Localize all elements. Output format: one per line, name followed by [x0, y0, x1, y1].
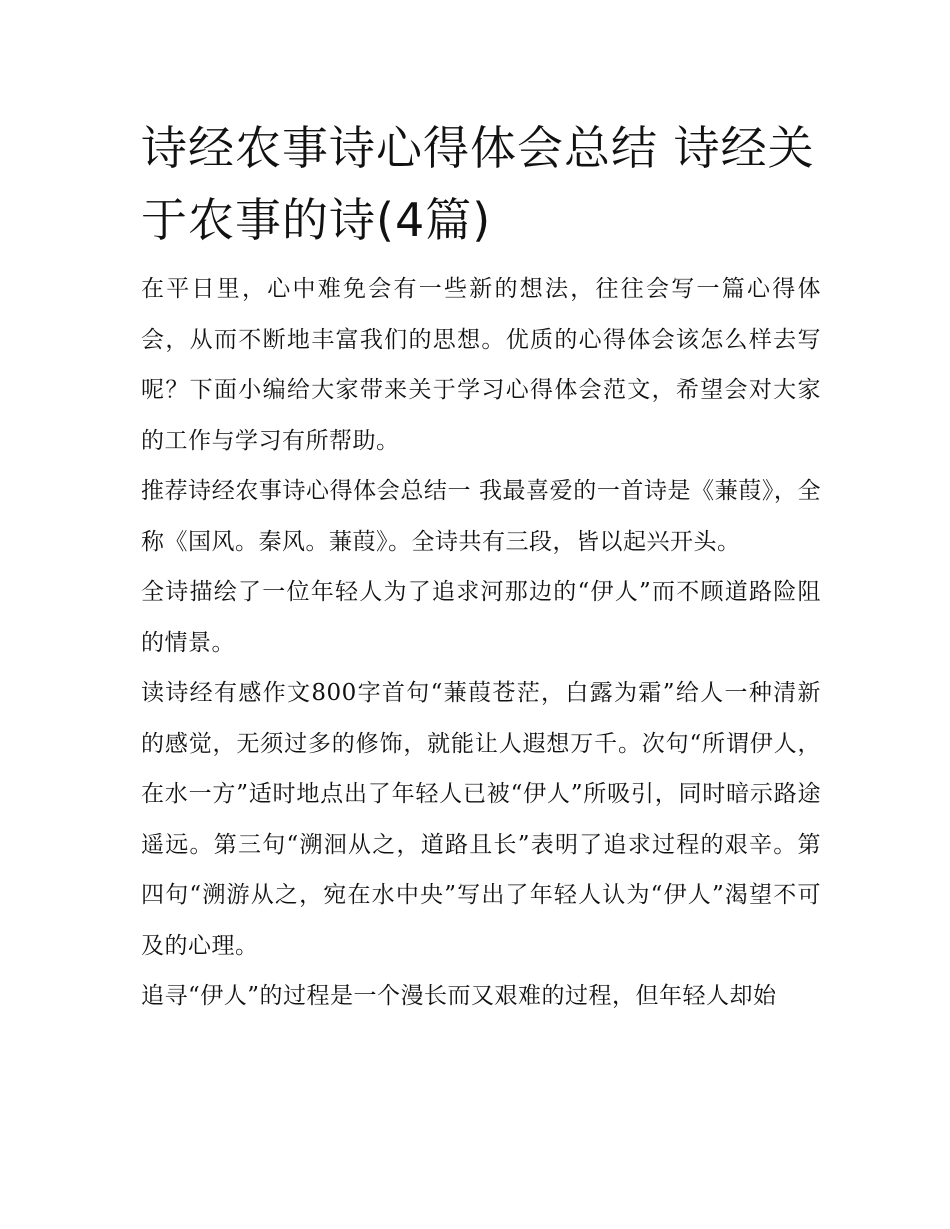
- document-title: 诗经农事诗心得体会总结 诗经关于农事的诗(4篇): [141, 121, 815, 247]
- paragraph-pursuit: 追寻“伊人”的过程是一个漫长而又艰难的过程，但年轻人却始: [141, 983, 777, 1009]
- paragraph-analysis: 读诗经有感作文800字首句“蒹葭苍茫，白露为霜”给人一种清新的感觉，无须过多的修饰，就能让人遐想万千。次句“所谓伊人，在水一方”适时地点出了年轻人已被“伊人”所吸引，同时暗示路途遥远。第三句“溯洄从之，道路且长”表明了追求过程的艰辛。第四句“溯游从之，宛在水中央”写出了年轻人认为“伊人”渴望不可及的心理。: [141, 680, 821, 959]
- paragraph-intro: 在平日里，心中难免会有一些新的想法，往往会写一篇心得体会，从而不断地丰富我们的思想。优质的心得体会该怎么样去写呢？下面小编给大家带来关于学习心得体会范文，希望会对大家的工作与学习有所帮助。: [141, 276, 821, 454]
- paragraph-summary: 全诗描绘了一位年轻人为了追求河那边的“伊人”而不顾道路险阻的情景。: [141, 579, 821, 656]
- document-page: [141, 112, 821, 1022]
- paragraph-recommend: 推荐诗经农事诗心得体会总结一 我最喜爱的一首诗是《蒹葭》，全称《国风。秦风。蒹葭》。全诗共有三段，皆以起兴开头。: [141, 478, 821, 555]
